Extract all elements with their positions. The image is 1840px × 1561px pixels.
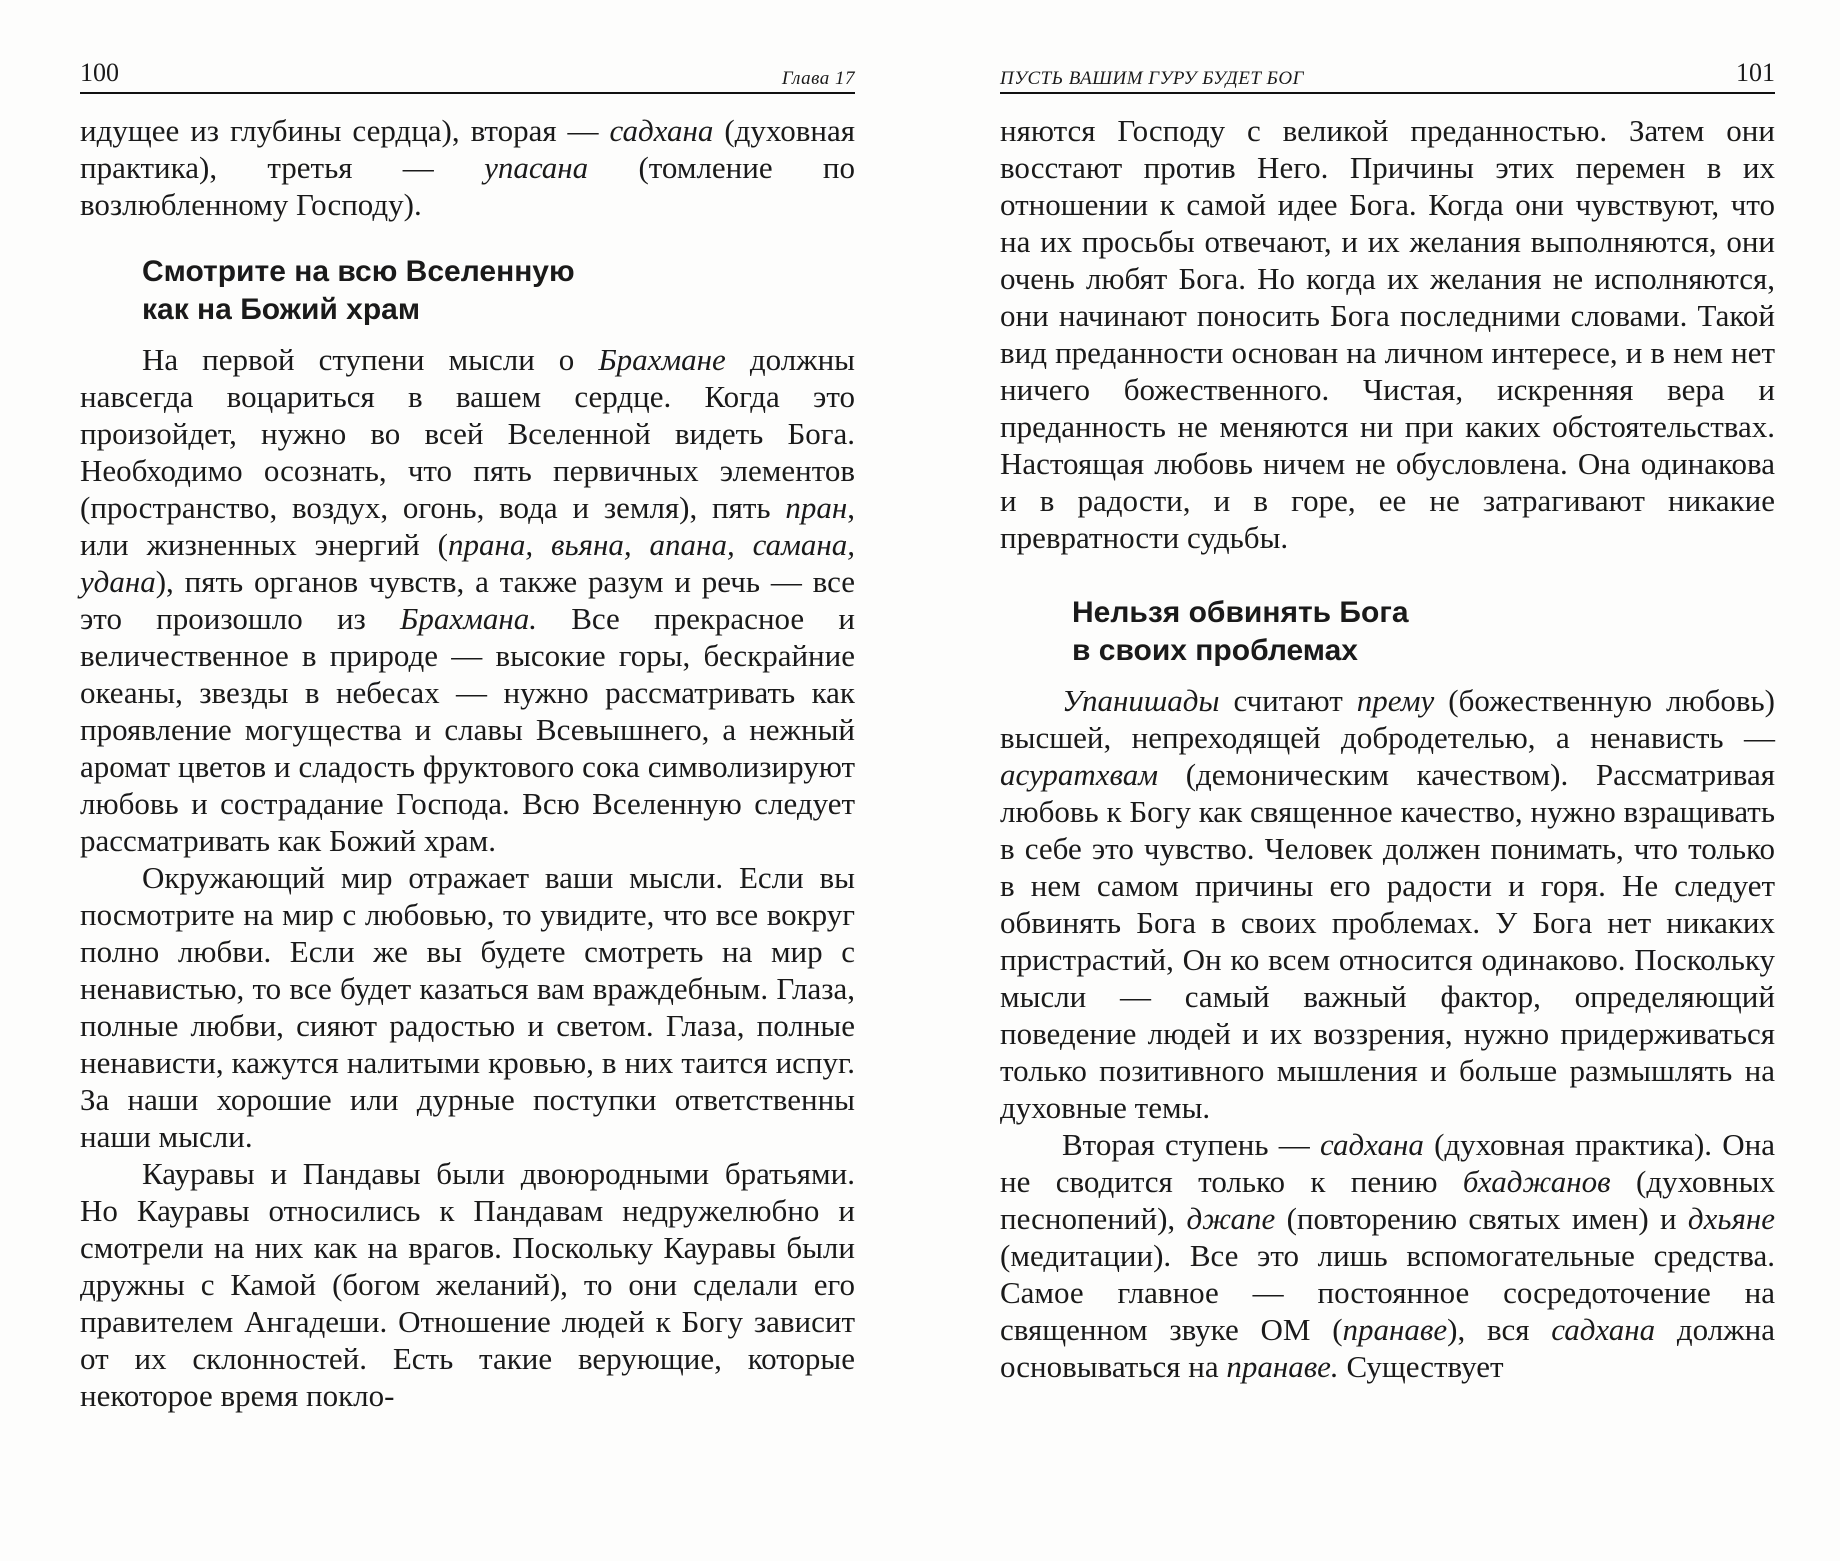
left-page-header [80,50,855,94]
section-heading: Нельзя обвинять Бога в своих проблемах [1072,596,1409,667]
left-page-number: 100 [80,58,119,87]
paragraph: няются Господу с великой преданностью. Затем они восстают против Него. Причины этих перемен в их отношении к самой идее Бога. Когда они чувствуют, что на их просьбы отвечают, и их желания выполняются, они очень любят Бога. Но когда их желания не исполняются, они начинают поносить Бога последними словами. Такой вид преданности основан на личном интересе, и в нем нет ничего божественного. Чистая, искренняя вера и преданность не меняются ни при каких обстоятельствах. Настоящая любовь ничем не обусловлена. Она одинакова и в радости, и в горе, ее не затрагивают никакие превратности судьбы. [1000,113,1775,555]
paragraph: Упанишады считают прему (божественную любовь) высшей, непреходящей добродетелью, а ненависть — асуратхвам (демоническим качеством). Рассматривая любовь к Богу как священное качество, нужно взращивать в себе это чувство. Человек должен понимать, что только в нем самом причины его радости и горя. Не следует обвинять Бога в своих проблемах. У Бога нет никаких пристрастий, Он ко всем относится одинаково. Поскольку мысли — самый важный фактор, определяющий поведение людей и их воззрения, нужно придерживаться только позитивного мышления и больше размышлять на духовные темы. [1000,683,1775,1125]
right-page [920,0,1840,1561]
paragraph: Кауравы и Пандавы были двоюродными братьями. Но Кауравы относились к Пандавам недружелюбно и смотрели на них как на врагов. Поскольку Кауравы были дружны с Камой (богом желаний), то они сделали его правителем Ангадеши. Отношение людей к Богу зависит от их склонностей. Есть такие верующие, которые некоторое время покло- [80,1156,855,1413]
left-page-text [80,112,855,1414]
paragraph: Окружающий мир отражает ваши мысли. Если вы посмотрите на мир с любовью, то увидите, что все вокруг полно любви. Если же вы будете смотреть на мир с ненавистью, то все будет казаться вам враждебным. Глаза, полные любви, сияют радостью и светом. Глаза, полные ненависти, кажутся налитыми кровью, в них таится испуг. За наши хорошие или дурные поступки ответственны наши мысли. [80,860,855,1154]
paragraph: На первой ступени мысли о Брахмане должны навсегда воцариться в вашем сердце. Когда это произойдет, нужно во всей Вселенной видеть Бога. Необходимо осознать, что пять первичных элементов (пространство, воздух, огонь, вода и земля), пять пран, или жизненных энергий (прана, вьяна, апана, самана, удана), пять органов чувств, а также разум и речь — все это произошло из Брахмана. Все прекрасное и величественное в природе — высокие горы, бескрайние океаны, звезды в небесах — нужно рассматривать как проявление могущества и славы Всевышнего, а нежный аромат цветов и сладость фруктового сока символизируют любовь и сострадание Господа. Всю Вселенную следует рассматривать как Божий храм. [80,342,856,858]
paragraph: Вторая ступень — садхана (духовная практика). Она не сводится только к пению бхаджанов (духовных песнопений), джапе (повторению святых имен) и дхьяне (медитации). Все это лишь вспомогательные средства. Самое главное — постоянное сосредоточение на священном звуке ОМ (пранаве), вся садхана должна основываться на пранаве. Существует [1000,1127,1775,1384]
paragraph: идущее из глубины сердца), вторая — садхана (духовная практика), третья — упасана (томление по возлюбленному Господу). [80,113,855,222]
left-running-title: Глава 17 [781,68,855,89]
section-heading: Смотрите на всю Вселенную как на Божий храм [142,255,575,326]
right-running-title: ПУСТЬ ВАШИМ ГУРУ БУДЕТ БОГ [1000,68,1304,89]
right-page-number: 101 [1736,58,1775,87]
right-page-header [1000,50,1775,94]
right-page-text [1000,112,1775,1385]
